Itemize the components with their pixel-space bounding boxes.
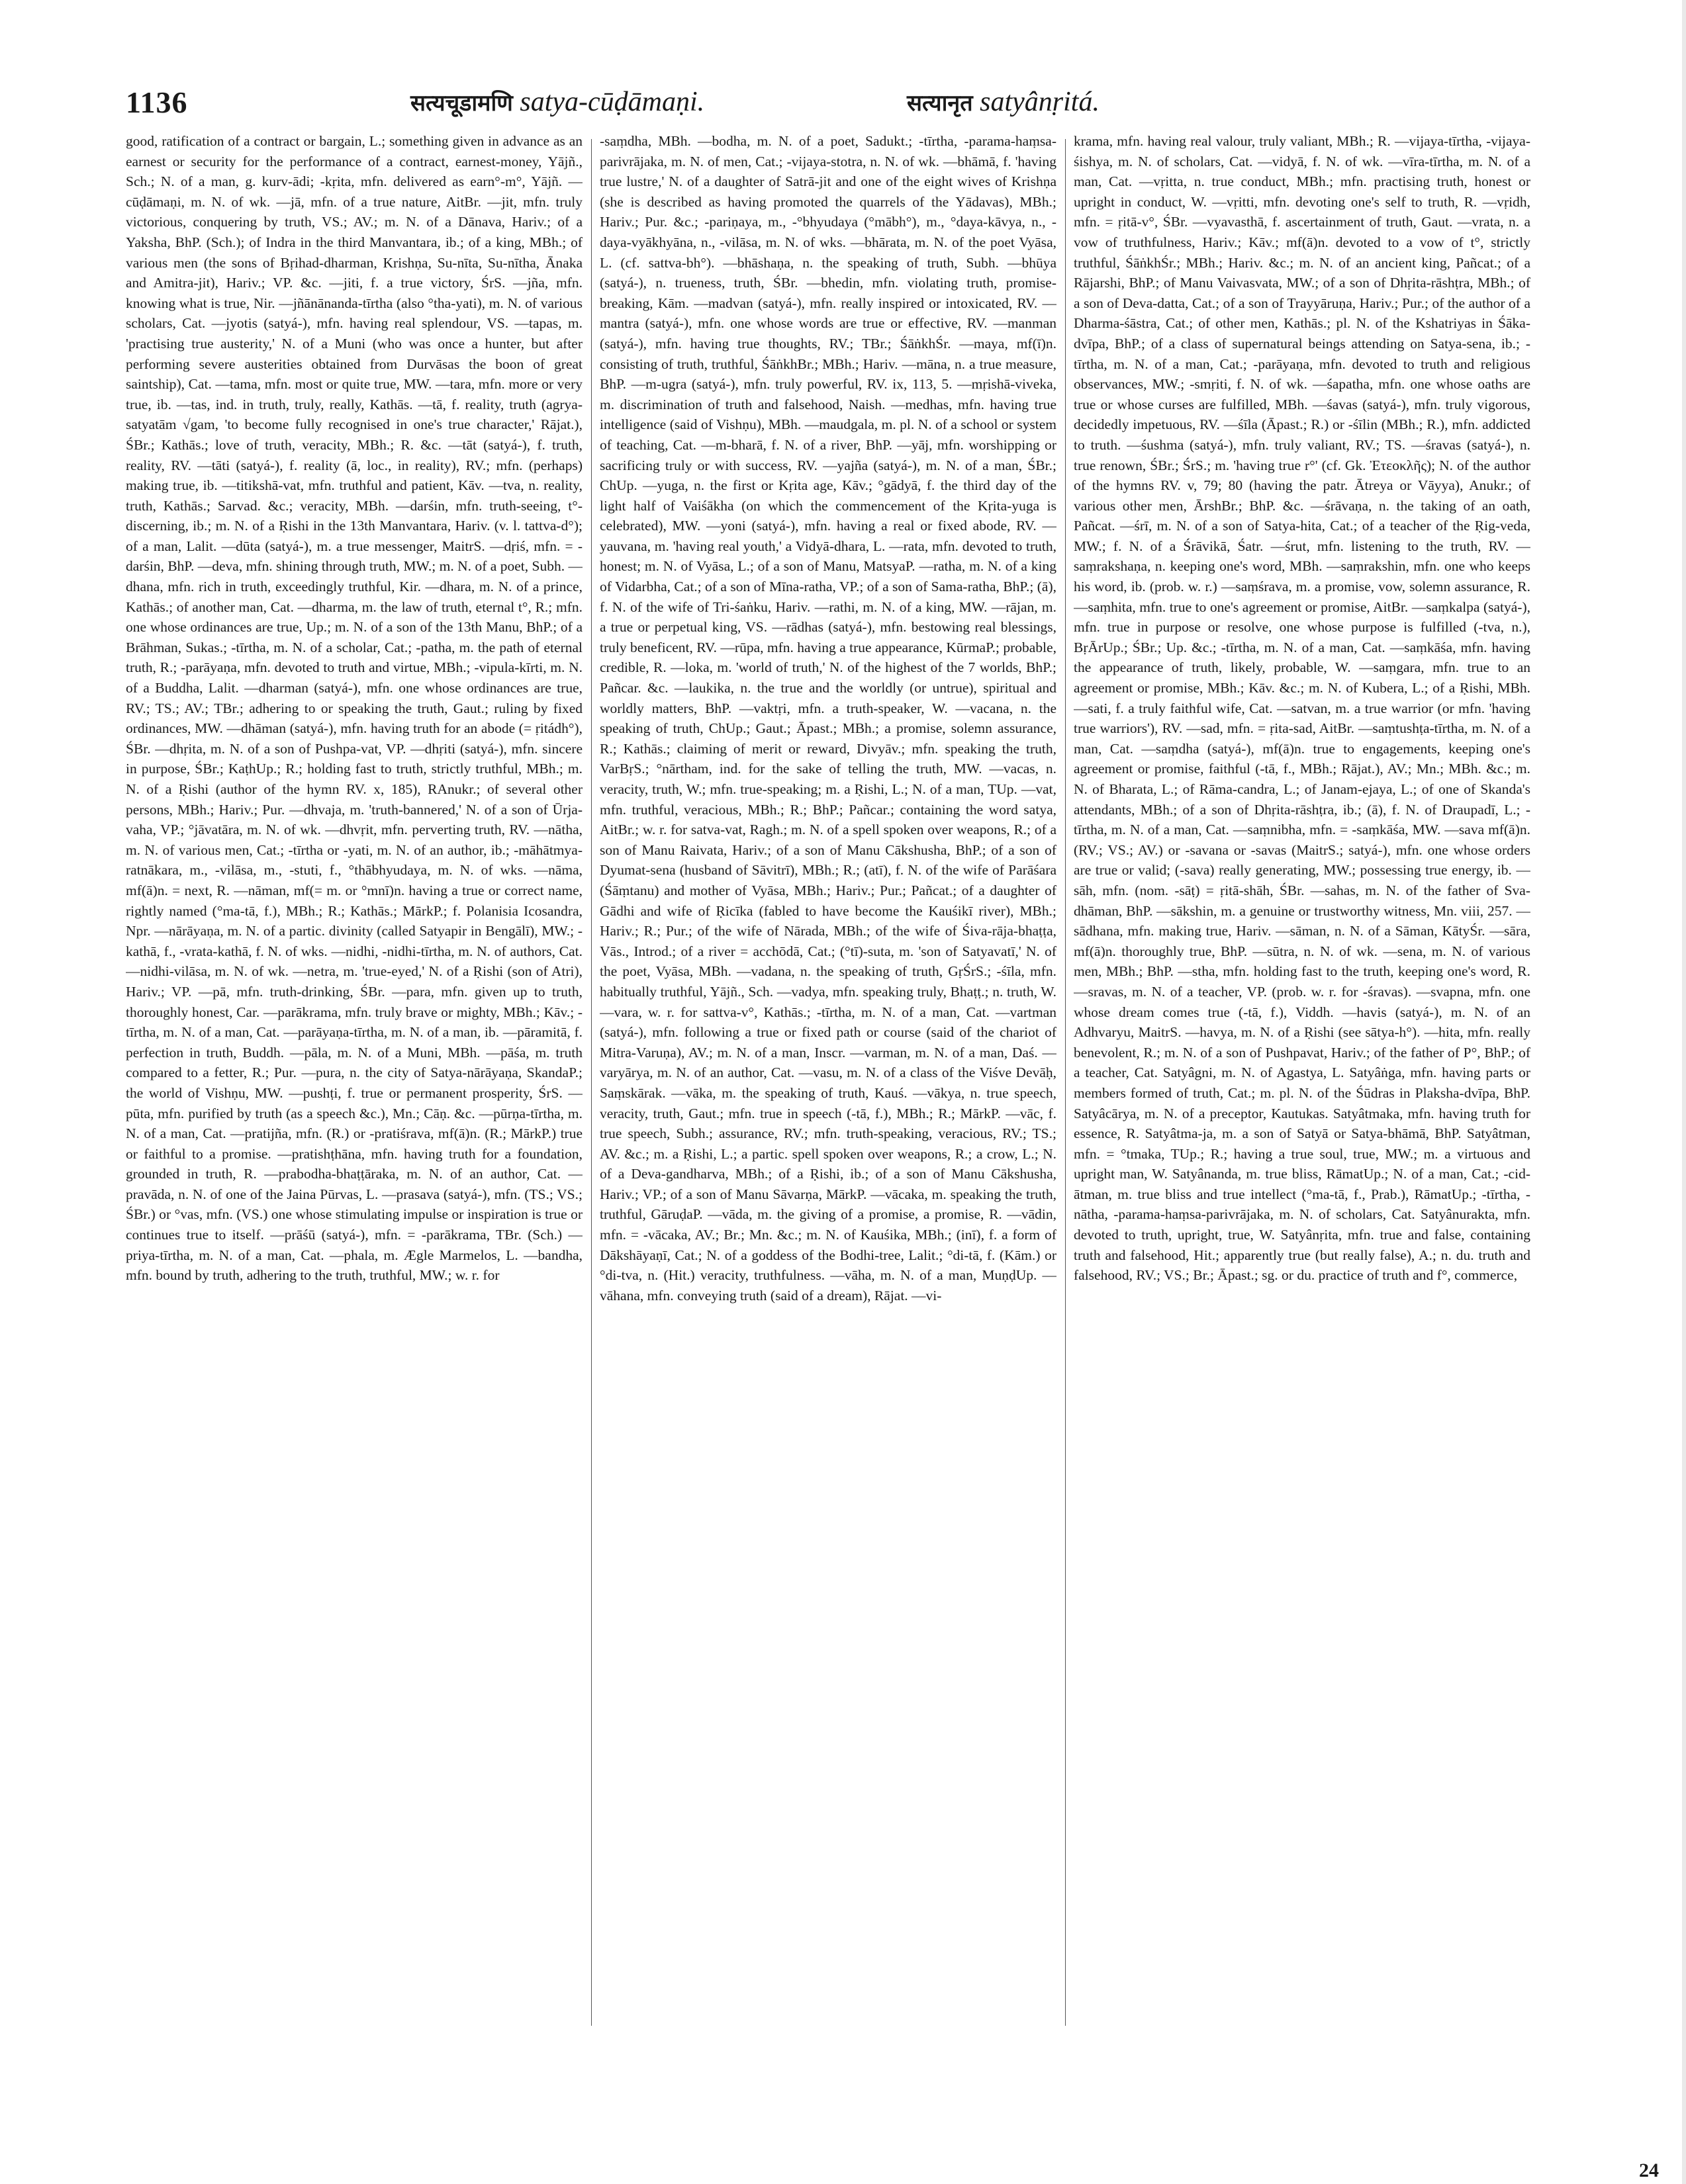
page-number: 1136 [126,85,188,119]
text-column-1: good, ratification of a contract or bargain, L.; something given in advance as an earnest or security for the performance of a contract, earnest-money, Yājñ., Sch.; N. of a man, g. kurv-ādi; -kṛita, mfn. delivered as earn°-m°, Yājñ. —cūḍāmaṇi, m. N. of wk. —jā, mfn. of a true nature, AitBr. —jit, mfn. truly victorious, conquering by truth, VS.; AV.; m. N. of a Dānava, Hariv.; of a Yaksha, BhP. (Sch.); of Indra in the third Manvantara, ib.; of a king, MBh.; of various men (the sons of Bṛihad-dharman, Krishṇa, Su-nīta, Su-nītha, Ānaka and Amitra-jit), Hariv.; VP. &c. —jiti, f. a true victory, ŚrS. —jña, mfn. knowing what is true, Nir. —jñānānanda-tīrtha (also °tha-yati), m. N. of various scholars, Cat. —jyotis (satyá-), mfn. having real splendour, VS. —tapas, m. 'practising true austerity,' N. of a Muni (who was once a hunter, but after performing severe austerities obtained from Durvāsas the boon of great saintship), Cat. —tama, mfn. most or quite true, MW. —tara, mfn. more or very true, ib. —tas, ind. in truth, truly, really, Kathās. —tā, f. reality, truth (agrya-satyatām √gam, 'to become fully recognised in one's true character,' Rājat.), ŚBr.; Kathās.; love of truth, veracity, MBh.; R. &c. —tāt (satyá-), f. truth, reality, RV. —tāti (satyá-), f. reality (ā, loc., in reality), RV.; mfn. (perhaps) making true, ib. —titikshā-vat, mfn. truthful and patient, Kāv. —tva, n. reality, truth, Kathās.; Sarvad. &c.; veracity, MBh. —darśin, mfn. truth-seeing, t°-discerning, ib.; m. N. of a Ṛishi in the 13th Manvantara, Hariv. (v. l. tattva-d°); of a man, Lalit. —dūta (satyá-), m. a true messenger, MaitrS. —dṛiś, mfn. = -darśin, BhP. —deva, mfn. shining through truth, MW.; m. N. of a poet, Subh. —dhana, mfn. rich in truth, exceedingly truthful, Kir. —dhara, m. N. of a prince, Kathās.; of another man, Cat. —dharma, m. the law of truth, eternal t°, R.; mfn. one whose ordinances are true, Up.; m. N. of a son of the 13th Manu, BhP.; of a Brāhman, Sukas.; -tīrtha, m. N. of a scholar, Cat.; -patha, m. the path of eternal truth, R.; -parāyaṇa, mfn. devoted to truth and virtue, MBh.; -vipula-kīrti, m. N. of a Buddha, Lalit. —dharman (satyá-), mfn. one whose ordinances are true, RV.; TS.; AV.; TBr.; adhering to or speaking the truth, Gaut.; ruling by fixed ordinances, MW. —dhāman (satyá-), mfn. having truth for an abode (= ṛitádh°), ŚBr. —dhṛita, m. N. of a son of Pushpa-vat, VP. —dhṛiti (satyá-), mfn. sincere in purpose, ŚBr.; KaṭhUp.; R.; holding fast to truth, strictly truthful, MBh.; m. N. of a Ṛishi (author of the hymn RV. x, 185), RAnukr.; of several other persons, MBh.; Hariv.; Pur. —dhvaja, m. 'truth-bannered,' N. of a son of Ūrja-vaha, VP.; °jāvatāra, m. N. of wk. —dhvṛit, mfn. perverting truth, RV. —nātha, m. N. of various men, Cat.; -tīrtha or -yati, m. N. of an author, ib.; -māhātmya-ratnākara, m., -vilāsa, m., -stuti, f., °thābhyudaya, m. N. of wks. —nāma, mf(ā)n. = next, R. —nāman, mf(= m. or °mnī)n. having a true or correct name, rightly named (°ma-tā, f.), MBh.; R.; Kathās.; MārkP.; f. Polanisia Icosandra, Npr. —nārāyaṇa, m. N. of a partic. divinity (called Satyapir in Bengālī), MW.; -kathā, f., -vrata-kathā, f. N. of wks. —nidhi, -nidhi-tīrtha, m. N. of authors, Cat. —nidhi-vilāsa, m. N. of wk. —netra, m. 'true-eyed,' N. of a Ṛishi (son of Atri), Hariv.; VP. —pā, mfn. truth-drinking, ŚBr. —para, mfn. given up to truth, thoroughly honest, Car. —parākrama, mfn. truly brave or mighty, MBh.; Kāv.; -tīrtha, m. N. of a man, Cat. —parāyaṇa-tīrtha, m. N. of a man, ib. —pāramitā, f. perfection in truth, Buddh. —pāla, m. N. of a Muni, MBh. —pāśa, m. truth compared to a fetter, R.; Pur. —pura, n. the city of Satya-nārāyaṇa, SkandaP.; the world of Vishṇu, MW. —pushṭi, f. true or permanent prosperity, ŚrS. —pūta, mfn. purified by truth (as a speech &c.), Mn.; Cāṇ. &c. —pūrṇa-tīrtha, m. N. of a man, Cat. —pratijña, mfn. (R.) or -pratiśrava, mf(ā)n. (R.; MārkP.) true or faithful to a promise. —pratishṭhāna, mfn. having truth for a foundation, grounded in truth, R. —prabodha-bhaṭṭāraka, m. N. of an author, Cat. —pravāda, n. N. of one of the Jaina Pūrvas, L. —prasava (satyá-), mfn. (TS.; VS.; ŚBr.) or °vas, mfn. (VS.) one whose stimulating impulse or inspiration is true or continues true to itself. —prāśū (satyá-), mfn. = -parākrama, TBr. (Sch.) —priya-tīrtha, m. N. of a man, Cat. —phala, m. Ægle Marmelos, L. —bandha, mfn. bound by truth, adhering to the truth, truthful, MW.; w. r. for [126,133,583,1284]
column-divider [591,139,592,2026]
right-running-headword [907,86,1100,118]
right-headword-roman: satyânṛitá. [980,87,1100,117]
signature-mark: 24 [1639,2160,1659,2181]
left-running-headword [410,86,704,118]
text-column-3: krama, mfn. having real valour, truly valiant, MBh.; R. —vijaya-tīrtha, -vijaya-śishya, m. N. of scholars, Cat. —vidyā, f. N. of wk. —vīra-tīrtha, m. N. of a man, Cat. —vṛitta, n. true conduct, MBh.; mfn. practising truth, honest or upright in conduct, W. —vṛitti, mfn. devoting one's self to truth, R. —vṛidh, mfn. = ṛitā-v°, ŚBr. —vyavasthā, f. ascertainment of truth, Gaut. —vrata, n. a vow of truthfulness, Hariv.; Kāv.; mf(ā)n. devoted to a vow of t°, strictly truthful, ŚāṅkhŚr.; MBh.; Hariv. &c.; m. N. of an ancient king, Pañcat.; of a Rājarshi, BhP.; of Manu Vaivasvata, MW.; of a son of Dhṛita-rāshṭra, MBh.; of a son of Deva-datta, Cat.; of a son of Trayyāruṇa, Hariv.; Pur.; of the author of a Dharma-śāstra, Cat.; of other men, Kathās.; pl. N. of the Kshatriyas in Śāka-dvīpa, BhP.; of a class of supernatural beings attending on Satya-sena, ib.; -tīrtha, m. N. of a man, Cat.; -parāyaṇa, mfn. devoted to truth and religious observances, MW.; -smṛiti, f. N. of wk. —śapatha, mfn. one whose oaths are true or whose curses are fulfilled, MBh. —śavas (satyá-), mfn. truly vigorous, decidedly impetuous, RV. —śīla (Āpast.; R.) or -śīlin (MBh.; R.), mfn. addicted to truth. —śushma (satyá-), mfn. truly valiant, RV.; TS. —śravas (satyá-), n. true renown, ŚBr.; ŚrS.; m. 'having true r°' (cf. Gk. Ἐτεοκλῆς); N. of the author of the hymns RV. v, 79; 80 (having the patr. Ātreya or Vāyya), Anukr.; of various other men, ĀrshBr.; BhP. &c. —śrāvaṇa, n. the taking of an oath, Pañcat. —śrī, m. N. of a son of Satya-hita, Cat.; of a teacher of the Ṛig-veda, MW.; f. N. of a Śrāvikā, Śatr. —śrut, mfn. listening to the truth, RV. —saṃrakshaṇa, n. keeping one's word, MBh. —saṃrakshin, mfn. one who keeps his word, ib. (prob. w. r.) —saṃśrava, m. a promise, vow, solemn assurance, R. —saṃhita, mfn. true to one's agreement or promise, AitBr. —saṃkalpa (satyá-), mfn. true in purpose or resolve, one whose purpose is fulfilled (-tva, n.), BṛĀrUp.; ŚBr.; Up. &c.; -tīrtha, m. N. of a man, Cat. —saṃkāśa, mfn. having the appearance of truth, likely, probable, W. —saṃgara, mfn. true to an agreement or promise, MBh.; Kāv. &c.; m. N. of Kubera, L.; of a Ṛishi, MBh. —sati, f. a truly faithful wife, Cat. —satvan, m. a true warrior (or mfn. 'having true warriors'), RV. —sad, mfn. = ṛita-sad, AitBr. —saṃtushṭa-tīrtha, m. N. of a man, Cat. —saṃdha (satyá-), mf(ā)n. true to engagements, keeping one's agreement or promise, faithful (-tā, f., MBh.; Rājat.), AV.; Mn.; MBh. &c.; m. N. of Bharata, L.; of Rāma-candra, L.; of Janam-ejaya, L.; of one of Skanda's attendants, MBh.; of a son of Dhṛita-rāshṭra, ib.; (ā), f. N. of Draupadī, L.; -tīrtha, m. N. of a man, Cat. —saṃnibha, mfn. = -saṃkāśa, MW. —sava mf(ā)n. (RV.; VS.; AV.) or -savana or -savas (MaitrS.; satyá-), mfn. one whose orders are true or valid; (-sava) really generating, MW.; possessing true energy, ib. —sāh, mfn. (nom. -sāṭ) = ṛitā-shāh, ŚBr. —sahas, m. N. of the father of Sva-dhāman, BhP. —sākshin, m. a genuine or trustworthy witness, Mn. viii, 257. —sādhana, mfn. making true, Hariv. —sāman, n. N. of a Sāman, KātyŚr. —sāra, mf(ā)n. thoroughly true, BhP. —sūtra, n. N. of wk. —sena, m. N. of various men, MBh.; BhP. —stha, mfn. holding fast to the truth, keeping one's word, R. —sravas, m. N. of a teacher, VP. (prob. w. r. for -śravas). —svapna, mfn. one whose dream comes true (-tā, f.), Viddh. —havis (satyá-), m. N. of an Adhvaryu, MaitrS. —havya, m. N. of a Ṛishi (see sātya-h°). —hita, mfn. really benevolent, R.; m. N. of a son of Pushpavat, Hariv.; of the father of P°, BhP.; of a teacher, Cat. Satyâgni, m. N. of Agastya, L. Satyâṅga, mfn. having parts or members formed of truth, Cat.; m. pl. N. of the Śūdras in Plaksha-dvīpa, BhP. Satyâcārya, m. N. of a preceptor, Kautukas. Satyâtmaka, mfn. having truth for essence, R. Satyâtma-ja, m. a son of Satyā or Satya-bhāmā, BhP. Satyâtman, mfn. = °tmaka, TUp.; R.; having a true soul, true, MW.; m. a virtuous and upright man, W. Satyânanda, m. true bliss, RāmatUp.; N. of a man, Cat.; -cid-ātman, m. true bliss and true intellect (°ma-tā, f., Prab.), RāmatUp.; -tīrtha, -nātha, -parama-haṃsa-parivrājaka, m. N. of scholars, Cat. Satyânurakta, mfn. devoted to truth, upright, true, W. Satyânṛita, mfn. true and false, containing truth and falsehood, Hit.; apparently true (but really false), A.; n. du. truth and falsehood, RV.; VS.; Br.; Āpast.; sg. or du. practice of truth and f°, commerce, [1074,133,1530,1284]
right-headword-devanagari: सत्यानृत [907,90,973,117]
column-divider [1065,139,1066,2026]
text-column-2: -saṃdha, MBh. —bodha, m. N. of a poet, Sadukt.; -tīrtha, -parama-haṃsa-parivrājaka, m. N. of men, Cat.; -vijaya-stotra, n. N. of wk. —bhāmā, f. 'having true lustre,' N. of a daughter of Satrā-jit and one of the eight wives of Krishṇa (she is described as having promoted the quarrels of the Yādavas), MBh.; Hariv.; Pur. &c.; -pariṇaya, m., -°bhyudaya (°mābh°), m., °daya-kāvya, n., -daya-vyākhyāna, n., -vilāsa, m. N. of wks. —bhārata, m. N. of the poet Vyāsa, L. (cf. sattva-bh°). —bhāshaṇa, n. the speaking of truth, Subh. —bhūya (satyá-), n. trueness, truth, ŚBr. —bhedin, mfn. violating truth, promise-breaking, Kām. —madvan (satyá-), mfn. really inspired or intoxicated, RV. —mantra (satyá-), mfn. one whose words are true or effective, RV. —manman (satyá-), mfn. having true thoughts, RV.; TBr.; ŚāṅkhŚr. —maya, mf(ī)n. consisting of truth, truthful, ŚāṅkhBr.; MBh.; Hariv. —māna, n. a true measure, BhP. —m-ugra (satyá-), mfn. truly powerful, RV. ix, 113, 5. —mṛishā-viveka, m. discrimination of truth and falsehood, Naish. —medhas, mfn. having true intelligence (said of Vishṇu), MBh. —maudgala, m. pl. N. of a school or system of teaching, Cat. —m-bharā, f. N. of a river, BhP. —yāj, mfn. worshipping or sacrificing truly or with success, RV. —yajña (satyá-), m. N. of a man, ŚBr.; ChUp. —yuga, n. the first or Kṛita age, Kāv.; °gādyā, f. the third day of the light half of Vaiśākha (on which the commencement of the Kṛita-yuga is celebrated), MW. —yoni (satyá-), mfn. having a real or fixed abode, RV. —yauvana, m. 'having real youth,' a Vidyā-dhara, L. —rata, mfn. devoted to truth, honest; m. N. of Vyāsa, L.; of a son of Manu, MatsyaP. —ratha, m. N. of a king of Vidarbha, Cat.; of a son of Mīna-ratha, VP.; of a son of Sama-ratha, BhP.; (ā), f. N. of the wife of Tri-śaṅku, Hariv. —rathi, m. N. of a king, MW. —rājan, m. a true or perpetual king, VS. —rādhas (satyá-), mfn. bestowing real blessings, truly beneficent, RV. —rūpa, mfn. having a true appearance, KūrmaP.; probable, credible, R. —loka, m. 'world of truth,' N. of the highest of the 7 worlds, BhP.; Pañcar. &c. —laukika, n. the true and the worldly (or untrue), spiritual and worldly matters, BhP. —vaktṛi, mfn. a truth-speaker, W. —vacana, n. the speaking of truth, ChUp.; Gaut.; Āpast.; MBh.; a promise, solemn assurance, R.; Kathās.; claiming of merit or reward, Divyāv.; mfn. speaking the truth, VarBṛS.; °nārtham, ind. for the sake of telling the truth, MW. —vacas, n. veracity, truth, W.; mfn. true-speaking; m. a Ṛishi, L.; N. of a man, TUp. —vat, mfn. truthful, veracious, MBh.; R.; BhP.; Pañcar.; containing the word satya, AitBr.; w. r. for satva-vat, Ragh.; m. N. of a spell spoken over weapons, R.; of a son of Manu Raivata, Hariv.; of a son of Manu Cākshusha, BhP.; of a son of Dyumat-sena (husband of Sāvitrī), MBh.; R.; (atī), f. N. of the wife of Parāśara (Śāṃtanu) and mother of Vyāsa, MBh.; Hariv.; Pur.; Pañcat.; of a daughter of Gādhi and wife of Ṛicīka (fabled to have become the Kauśikī river), MBh.; Hariv.; R.; Pur.; of the wife of Nārada, MBh.; of the wife of Śiva-rāja-bhaṭṭa, Vās., Introd.; of a river = acchōdā, Cat.; (°tī)-suta, m. 'son of Satyavatī,' N. of the poet, Vyāsa, MBh. —vadana, n. the speaking of truth, GṛŚrS.; -śīla, mfn. habitually truthful, Yājñ., Sch. —vadya, mfn. speaking truly, Bhaṭṭ.; n. truth, W. —vara, w. r. for sattva-v°, Kathās.; -tīrtha, m. N. of a man, Cat. —vartman (satyá-), mfn. following a true or fixed path or course (said of the chariot of Mitra-Varuṇa), AV.; m. N. of a man, Inscr. —varman, m. N. of a man, Daś. —varyārya, m. N. of an author, Cat. —vasu, m. N. of a class of the Viśve Devāḥ, Saṃskārak. —vāka, m. the speaking of truth, Kauś. —vākya, n. true speech, veracity, truth, Gaut.; mfn. true in speech (-tā, f.), MBh.; R.; MārkP. —vāc, f. true speech, Subh.; assurance, RV.; mfn. truth-speaking, veracious, RV.; TS.; AV. &c.; m. a Ṛishi, L.; a partic. spell spoken over weapons, R.; a crow, L.; N. of a Deva-gandharva, MBh.; of a Ṛishi, ib.; of a son of Manu Cākshusha, Hariv.; VP.; of a son of Manu Sāvarṇa, MārkP. —vācaka, m. speaking the truth, truthful, GāruḍaP. —vāda, m. the giving of a promise, a promise, R. —vādin, mfn. = -vācaka, AV.; Br.; Mn. &c.; m. N. of Kauśika, MBh.; (inī), f. a form of Dākshāyaṇī, Cat.; N. of a goddess of the Bodhi-tree, Lalit.; °di-tā, f. (Kām.) or °di-tva, n. (Hit.) veracity, truthfulness. —vāha, m. N. of a man, MuṇḍUp. —vāhana, mfn. conveying truth (said of a dream), Rājat. —vi- [600,133,1056,1304]
left-headword-devanagari: सत्यचूडामणि [410,90,513,117]
page-header [126,85,1582,131]
left-headword-roman: satya-cūḍāmaṇi. [520,87,705,117]
scan-edge [1682,0,1686,2184]
